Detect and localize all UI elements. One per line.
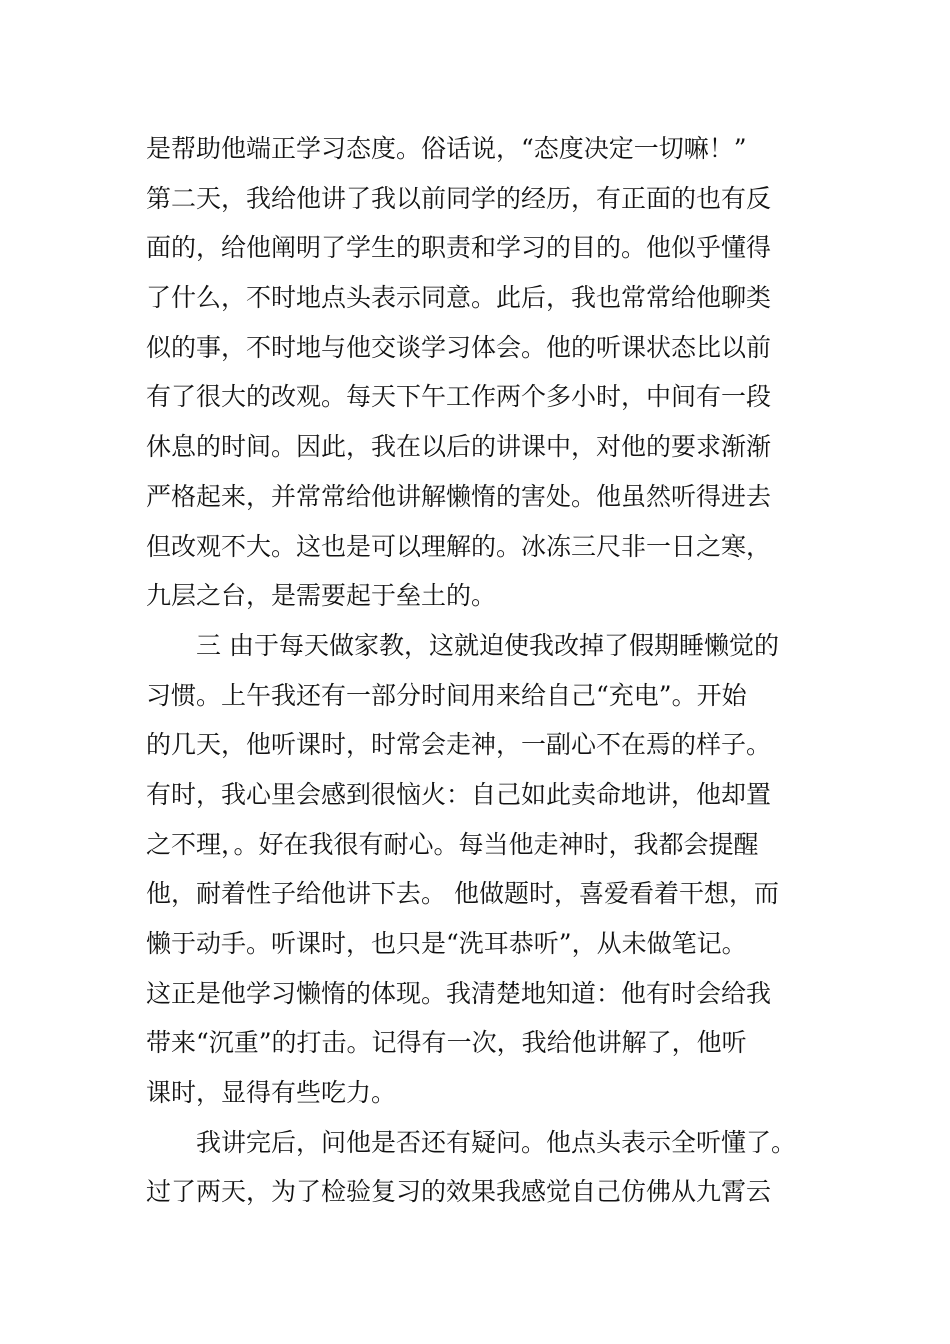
text-line: 九层之台，是需要起于垒土的。: [146, 581, 497, 611]
text-line: 我讲完后，问他是否还有疑问。他点头表示全听懂了。: [146, 1127, 797, 1157]
text-line: 过了两天，为了检验复习的效果我感觉自己仿佛从九霄云: [146, 1177, 772, 1207]
text-line: 之不理，。好在我很有耐心。每当他走神时，我都会提醒: [146, 829, 759, 859]
text-line: 有时，我心里会感到很恼火：自己如此卖命地讲，他却置: [146, 779, 772, 809]
text-line: 是帮助他端正学习态度。俗话说，“态度决定一切嘛！”: [146, 134, 747, 163]
text-line: 这正是他学习懒惰的体现。我清楚地知道：他有时会给我: [146, 978, 772, 1008]
text-line: 带来“沉重”的打击。记得有一次，我给他讲解了，他听: [146, 1028, 747, 1058]
text-line: 严格起来，并常常给他讲解懒惰的害处。他虽然听得进去: [146, 481, 772, 511]
text-line: 有了很大的改观。每天下午工作两个多小时，中间有一段: [146, 382, 772, 412]
text-line: 三 由于每天做家教，这就迫使我改掉了假期睡懒觉的: [146, 630, 779, 660]
text-line: 了什么，不时地点头表示同意。此后，我也常常给他聊类: [146, 283, 772, 313]
body-text: [146, 124, 846, 1217]
text-line: 习惯。上午我还有一部分时间用来给自己“充电”。开始: [146, 680, 747, 710]
text-line: 休息的时间。因此，我在以后的讲课中，对他的要求渐渐: [146, 432, 772, 462]
text-line: 课时，显得有些吃力。: [146, 1078, 397, 1108]
text-line: 的几天，他听课时，时常会走神，一副心不在焉的样子。: [146, 730, 772, 760]
text-line: 懒于动手。听课时，也只是“洗耳恭听”，从未做笔记。: [146, 929, 747, 958]
text-line: 他，耐着性子给他讲下去。 他做题时，喜爱看着干想，而: [146, 879, 779, 909]
text-line: 第二天，我给他讲了我以前同学的经历，有正面的也有反: [146, 183, 772, 213]
text-line: 但改观不大。这也是可以理解的。冰冻三尺非一日之寒，: [146, 531, 772, 561]
text-line: 面的，给他阐明了学生的职责和学习的目的。他似乎懂得: [146, 233, 772, 263]
text-line: 似的事，不时地与他交谈学习体会。他的听课状态比以前: [146, 332, 772, 362]
